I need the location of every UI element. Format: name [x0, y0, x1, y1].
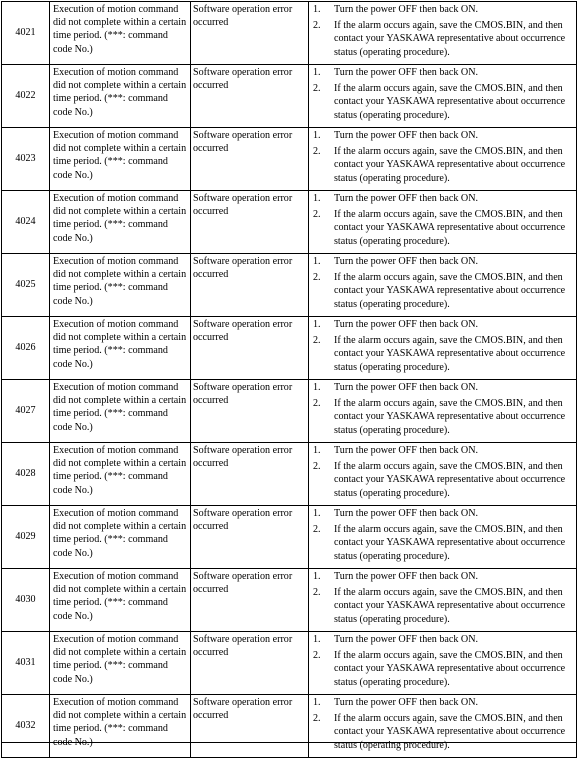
remedy-step-text: If the alarm occurs again, save the CMOS.BIN, and then contact your YASKAWA representative about occurrence status (operating procedure).: [334, 398, 566, 436]
remedy-step: [313, 271, 570, 311]
alarm-cause: Execution of motion command did not complete within a certain time period. (***: command code No.): [50, 380, 191, 443]
remedy-step-number: 1.: [313, 130, 321, 141]
remedy-step: [313, 444, 570, 457]
remedy-step-text: If the alarm occurs again, save the CMOS.BIN, and then contact your YASKAWA representative about occurrence status (operating procedure).: [334, 209, 566, 247]
remedy-step: [313, 586, 570, 626]
remedy-step-text: If the alarm occurs again, save the CMOS.BIN, and then contact your YASKAWA representative about occurrence status (operating procedure).: [334, 272, 566, 310]
alarm-remedy: [309, 254, 577, 317]
alarm-code: 4021: [2, 2, 50, 65]
remedy-step-number: 2.: [313, 587, 321, 599]
alarm-description: Software operation error occurred: [191, 191, 309, 254]
alarm-description: Software operation error occurred: [191, 254, 309, 317]
remedy-step: [313, 318, 570, 331]
alarm-remedy: [309, 317, 577, 380]
remedy-step: [313, 507, 570, 520]
remedy-step-text: If the alarm occurs again, save the CMOS.BIN, and then contact your YASKAWA representative about occurrence status (operating procedure).: [334, 524, 566, 562]
remedy-step-number: 2.: [313, 83, 321, 95]
remedy-step-text: If the alarm occurs again, save the CMOS.BIN, and then contact your YASKAWA representative about occurrence status (operating procedure).: [334, 146, 566, 184]
alarm-cause: Execution of motion command did not complete within a certain time period. (***: command code No.): [50, 632, 191, 695]
alarm-code: 4026: [2, 317, 50, 380]
table-row: [2, 506, 577, 569]
remedy-step: [313, 208, 570, 248]
remedy-step-number: 1.: [313, 382, 321, 393]
table-row: [2, 569, 577, 632]
remedy-step-text: Turn the power OFF then back ON.: [334, 319, 479, 330]
remedy-step: [313, 712, 570, 752]
remedy-step-text: If the alarm occurs again, save the CMOS.BIN, and then contact your YASKAWA representative about occurrence status (operating procedure).: [334, 20, 566, 58]
alarm-description: Software operation error occurred: [191, 128, 309, 191]
remedy-step: [313, 523, 570, 563]
remedy-step: [313, 696, 570, 709]
alarm-remedy: [309, 380, 577, 443]
alarm-code: 4024: [2, 191, 50, 254]
alarm-remedy: [309, 128, 577, 191]
alarm-remedy: [309, 506, 577, 569]
alarm-cause: Execution of motion command did not complete within a certain time period. (***: command code No.): [50, 317, 191, 380]
remedy-step-number: 1.: [313, 445, 321, 456]
alarm-description: Software operation error occurred: [191, 632, 309, 695]
remedy-step: [313, 460, 570, 500]
table-row: [2, 191, 577, 254]
alarm-code: 4028: [2, 443, 50, 506]
remedy-step: [313, 82, 570, 122]
alarm-code: 4027: [2, 380, 50, 443]
alarm-description: Software operation error occurred: [191, 380, 309, 443]
table-row: [2, 2, 577, 65]
remedy-step-text: Turn the power OFF then back ON.: [334, 571, 479, 582]
remedy-step: [313, 633, 570, 646]
table-row: [2, 632, 577, 695]
remedy-step-number: 2.: [313, 20, 321, 32]
table-row: [2, 65, 577, 128]
remedy-step-text: Turn the power OFF then back ON.: [334, 256, 479, 267]
alarm-cause: Execution of motion command did not complete within a certain time period. (***: command code No.): [50, 128, 191, 191]
alarm-description: Software operation error occurred: [191, 695, 309, 758]
remedy-step: [313, 255, 570, 268]
alarm-code: 4032: [2, 695, 50, 758]
alarm-table-body: [2, 2, 577, 758]
remedy-step-number: 1.: [313, 319, 321, 330]
alarm-code: 4029: [2, 506, 50, 569]
remedy-step-number: 2.: [313, 650, 321, 662]
alarm-description: Software operation error occurred: [191, 506, 309, 569]
alarm-remedy: [309, 569, 577, 632]
remedy-step-number: 1.: [313, 4, 321, 15]
remedy-step-text: Turn the power OFF then back ON.: [334, 67, 479, 78]
remedy-step-text: If the alarm occurs again, save the CMOS.BIN, and then contact your YASKAWA representative about occurrence status (operating procedure).: [334, 713, 566, 751]
remedy-step-text: If the alarm occurs again, save the CMOS.BIN, and then contact your YASKAWA representative about occurrence status (operating procedure).: [334, 83, 566, 121]
alarm-remedy: [309, 632, 577, 695]
remedy-step-number: 2.: [313, 398, 321, 410]
remedy-step-number: 1.: [313, 508, 321, 519]
alarm-code: 4023: [2, 128, 50, 191]
table-bottom-rule: [1, 742, 576, 743]
remedy-step-text: If the alarm occurs again, save the CMOS.BIN, and then contact your YASKAWA representative about occurrence status (operating procedure).: [334, 335, 566, 373]
remedy-step-number: 1.: [313, 256, 321, 267]
remedy-step-number: 2.: [313, 272, 321, 284]
alarm-cause: Execution of motion command did not complete within a certain time period. (***: command code No.): [50, 65, 191, 128]
remedy-step-number: 1.: [313, 193, 321, 204]
alarm-remedy: [309, 443, 577, 506]
table-row: [2, 254, 577, 317]
alarm-description: Software operation error occurred: [191, 2, 309, 65]
remedy-step-text: If the alarm occurs again, save the CMOS.BIN, and then contact your YASKAWA representative about occurrence status (operating procedure).: [334, 461, 566, 499]
alarm-cause: Execution of motion command did not complete within a certain time period. (***: command code No.): [50, 2, 191, 65]
remedy-step-text: Turn the power OFF then back ON.: [334, 130, 479, 141]
remedy-step-text: Turn the power OFF then back ON.: [334, 382, 479, 393]
remedy-step-number: 2.: [313, 146, 321, 158]
alarm-description: Software operation error occurred: [191, 65, 309, 128]
table-row: [2, 128, 577, 191]
alarm-cause: Execution of motion command did not complete within a certain time period. (***: command code No.): [50, 506, 191, 569]
alarm-remedy: [309, 191, 577, 254]
table-row: [2, 317, 577, 380]
alarm-cause: Execution of motion command did not complete within a certain time period. (***: command code No.): [50, 569, 191, 632]
remedy-step: [313, 66, 570, 79]
alarm-remedy: [309, 695, 577, 758]
remedy-step-number: 1.: [313, 67, 321, 78]
remedy-step: [313, 381, 570, 394]
remedy-step-number: 2.: [313, 461, 321, 473]
table-row: [2, 443, 577, 506]
remedy-step: [313, 129, 570, 142]
remedy-step-text: Turn the power OFF then back ON.: [334, 508, 479, 519]
alarm-description: Software operation error occurred: [191, 569, 309, 632]
alarm-cause: Execution of motion command did not complete within a certain time period. (***: command code No.): [50, 191, 191, 254]
alarm-cause: Execution of motion command did not complete within a certain time period. (***: command code No.): [50, 254, 191, 317]
remedy-step-number: 2.: [313, 713, 321, 725]
table-row: [2, 380, 577, 443]
remedy-step-text: If the alarm occurs again, save the CMOS.BIN, and then contact your YASKAWA representative about occurrence status (operating procedure).: [334, 587, 566, 625]
remedy-step-text: Turn the power OFF then back ON.: [334, 193, 479, 204]
remedy-step-text: Turn the power OFF then back ON.: [334, 4, 479, 15]
remedy-step: [313, 3, 570, 16]
alarm-description: Software operation error occurred: [191, 317, 309, 380]
alarm-description: Software operation error occurred: [191, 443, 309, 506]
remedy-step: [313, 397, 570, 437]
remedy-step: [313, 570, 570, 583]
remedy-step-number: 1.: [313, 697, 321, 708]
remedy-step-text: Turn the power OFF then back ON.: [334, 697, 479, 708]
alarm-cause: Execution of motion command did not complete within a certain time period. (***: command code No.): [50, 695, 191, 758]
remedy-step-text: Turn the power OFF then back ON.: [334, 634, 479, 645]
alarm-code: 4025: [2, 254, 50, 317]
remedy-step-text: If the alarm occurs again, save the CMOS.BIN, and then contact your YASKAWA representative about occurrence status (operating procedure).: [334, 650, 566, 688]
alarm-code: 4031: [2, 632, 50, 695]
remedy-step-number: 2.: [313, 335, 321, 347]
remedy-step-number: 2.: [313, 524, 321, 536]
table-row: [2, 695, 577, 758]
remedy-step: [313, 19, 570, 59]
alarm-table: [1, 1, 577, 758]
alarm-code: 4022: [2, 65, 50, 128]
alarm-code: 4030: [2, 569, 50, 632]
remedy-step-number: 2.: [313, 209, 321, 221]
remedy-step: [313, 334, 570, 374]
remedy-step-number: 1.: [313, 571, 321, 582]
alarm-cause: Execution of motion command did not complete within a certain time period. (***: command code No.): [50, 443, 191, 506]
remedy-step-text: Turn the power OFF then back ON.: [334, 445, 479, 456]
alarm-remedy: [309, 2, 577, 65]
alarm-remedy: [309, 65, 577, 128]
remedy-step: [313, 649, 570, 689]
remedy-step-number: 1.: [313, 634, 321, 645]
remedy-step: [313, 145, 570, 185]
remedy-step: [313, 192, 570, 205]
